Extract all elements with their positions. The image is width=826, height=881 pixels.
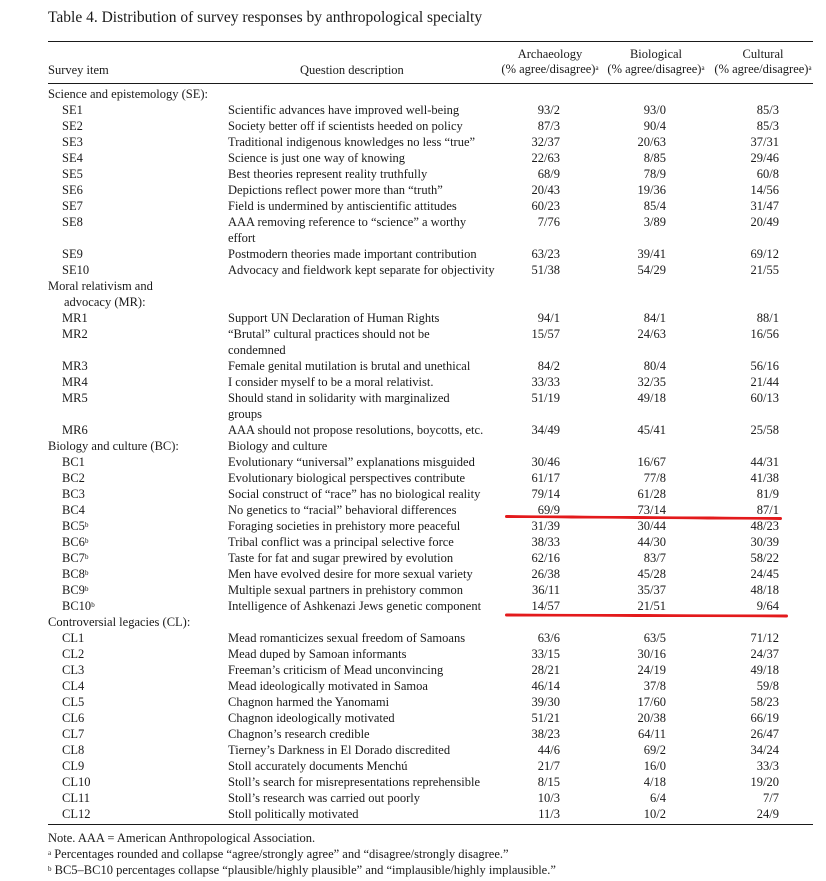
table-title: Table 4. Distribution of survey responses by anthropological specialty — [48, 9, 483, 26]
biological-value: 17/60 — [637, 695, 666, 709]
cultural-value: 85/3 — [756, 103, 779, 117]
biological-value: 93/0 — [643, 103, 666, 117]
header-biological — [606, 47, 706, 77]
table-row — [0, 646, 826, 662]
table-row — [0, 806, 826, 822]
survey-item-id: CL2 — [62, 647, 85, 661]
biological-value: 80/4 — [643, 359, 666, 373]
archaeology-value: 44/6 — [537, 743, 560, 757]
biological-value: 69/2 — [643, 743, 666, 757]
cultural-value: 48/18 — [750, 583, 779, 597]
archaeology-value: 11/3 — [538, 807, 560, 821]
table-row — [0, 214, 826, 230]
table-row-continuation — [0, 342, 826, 358]
cultural-value: 30/39 — [750, 535, 779, 549]
header-archaeology-name: Archaeology — [517, 47, 583, 61]
footnote-b: $^b$ BC5–BC10 percentages collapse “plausible/highly plausible” and “implausible/highly implausible.” — [48, 863, 556, 877]
survey-item-id: MR4 — [62, 375, 88, 389]
section-header-row — [0, 278, 826, 294]
biological-value: 20/38 — [637, 711, 666, 725]
biological-value: 20/63 — [637, 135, 666, 149]
archaeology-value: 14/57 — [531, 599, 560, 613]
archaeology-value: 51/38 — [531, 263, 560, 277]
question-description: Chagnon ideologically motivated — [228, 711, 395, 725]
table-row — [0, 726, 826, 742]
table-row — [0, 374, 826, 390]
table-row — [0, 310, 826, 326]
footnote-mark: a — [701, 64, 705, 72]
question-description: Intelligence of Ashkenazi Jews genetic component — [228, 599, 482, 613]
table-row — [0, 262, 826, 278]
cultural-value: 66/19 — [750, 711, 779, 725]
survey-item-id: MR2 — [62, 327, 88, 341]
header-biological-name: Biological — [629, 47, 683, 61]
cultural-value: 87/1 — [756, 503, 779, 517]
table-row — [0, 198, 826, 214]
table-row — [0, 534, 826, 550]
footnote-mark: b — [84, 553, 89, 561]
biological-value: 6/4 — [650, 791, 666, 805]
survey-item-id: MR3 — [62, 359, 88, 373]
survey-item-id: SE6 — [62, 183, 83, 197]
archaeology-value: 79/14 — [531, 487, 560, 501]
biological-value: 24/63 — [637, 327, 666, 341]
cultural-value: 71/12 — [750, 631, 779, 645]
survey-item-id: SE3 — [62, 135, 83, 149]
survey-item-id: CL5 — [62, 695, 85, 709]
survey-item-id: MR6 — [62, 423, 88, 437]
archaeology-value: 21/7 — [537, 759, 560, 773]
archaeology-value: 22/63 — [531, 151, 560, 165]
survey-item-id: CL9 — [62, 759, 85, 773]
cultural-value: 9/64 — [756, 599, 779, 613]
archaeology-value: 51/21 — [531, 711, 560, 725]
biological-value: 4/18 — [643, 775, 666, 789]
cultural-value: 44/31 — [750, 455, 779, 469]
biological-value: 54/29 — [637, 263, 666, 277]
biological-value: 49/18 — [637, 391, 666, 405]
section-header-row — [0, 294, 826, 310]
survey-item-id: BC4 — [62, 503, 85, 517]
question-description: Stoll’s research was carried out poorly — [228, 791, 420, 805]
survey-item-id: BC10$^b$ — [62, 599, 95, 613]
header-biological-unit: (% agree/disagree)$^a$ — [607, 62, 705, 76]
biological-value: 8/85 — [643, 151, 666, 165]
cultural-value: 7/7 — [763, 791, 779, 805]
biological-value: 21/51 — [637, 599, 666, 613]
biological-value: 37/8 — [643, 679, 666, 693]
question-description: Science is just one way of knowing — [228, 151, 406, 165]
cultural-value: 37/31 — [750, 135, 779, 149]
question-description: No genetics to “racial” behavioral differences — [228, 503, 457, 517]
survey-item-id: BC1 — [62, 455, 85, 469]
biological-value: 45/28 — [637, 567, 666, 581]
archaeology-value: 51/19 — [531, 391, 560, 405]
question-description: Female genital mutilation is brutal and unethical — [228, 359, 471, 373]
table-row — [0, 582, 826, 598]
question-description: groups — [228, 407, 263, 421]
survey-item-id: CL1 — [62, 631, 85, 645]
question-description: Field is undermined by antiscientific attitudes — [228, 199, 457, 213]
archaeology-value: 38/33 — [531, 535, 560, 549]
table-row — [0, 486, 826, 502]
survey-item-id: SE5 — [62, 167, 83, 181]
footnote-mark: a — [595, 64, 599, 72]
archaeology-value: 10/3 — [537, 791, 560, 805]
footnote-mark: b — [91, 601, 95, 609]
footnote-mark: b — [84, 521, 89, 529]
table-row — [0, 166, 826, 182]
archaeology-value: 46/14 — [531, 679, 560, 693]
survey-item-id: CL8 — [62, 743, 85, 757]
biological-value: 44/30 — [637, 535, 666, 549]
cultural-value: 29/46 — [750, 151, 779, 165]
header-question-description: Question description — [300, 63, 404, 77]
survey-item-id: BC8$^b$ — [62, 567, 89, 581]
question-description: Stoll accurately documents Menchú — [228, 759, 408, 773]
biological-value: 30/16 — [637, 647, 666, 661]
question-description: condemned — [228, 343, 286, 357]
table-row — [0, 774, 826, 790]
survey-item-id: BC6$^b$ — [62, 535, 89, 549]
table-row — [0, 246, 826, 262]
archaeology-value: 26/38 — [531, 567, 560, 581]
biological-value: 64/11 — [637, 727, 666, 741]
question-description: Advocacy and fieldwork kept separate for objectivity — [228, 263, 495, 277]
header-survey-item: Survey item — [48, 63, 109, 77]
biological-value: 10/2 — [643, 807, 666, 821]
table-row — [0, 150, 826, 166]
question-description: Social construct of “race” has no biological reality — [228, 487, 481, 501]
cultural-value: 20/49 — [750, 215, 779, 229]
cultural-value: 14/56 — [750, 183, 779, 197]
biological-value: 16/67 — [637, 455, 666, 469]
archaeology-value: 38/23 — [531, 727, 560, 741]
question-description: “Brutal” cultural practices should not be — [228, 327, 430, 341]
section-label: Biology and culture (BC): — [48, 439, 179, 453]
archaeology-value: 63/23 — [531, 247, 560, 261]
archaeology-value: 62/16 — [531, 551, 560, 565]
archaeology-value: 15/57 — [531, 327, 560, 341]
question-description: Tribal conflict was a principal selective force — [228, 535, 454, 549]
archaeology-value: 94/1 — [537, 311, 560, 325]
section-header-row — [0, 86, 826, 102]
section-label: Science and epistemology (SE): — [48, 87, 209, 101]
survey-item-id: CL10 — [62, 775, 91, 789]
table-row — [0, 566, 826, 582]
cultural-value: 33/3 — [756, 759, 779, 773]
biological-value: 73/14 — [637, 503, 666, 517]
archaeology-value: 8/15 — [537, 775, 560, 789]
biological-value: 83/7 — [643, 551, 666, 565]
archaeology-value: 30/46 — [531, 455, 560, 469]
cultural-value: 24/45 — [750, 567, 779, 581]
archaeology-value: 68/9 — [537, 167, 560, 181]
cultural-value: 31/47 — [750, 199, 779, 213]
archaeology-value: 33/33 — [531, 375, 560, 389]
table-row — [0, 470, 826, 486]
table-row — [0, 118, 826, 134]
archaeology-value: 32/37 — [531, 135, 560, 149]
footnote-a: $^a$ Percentages rounded and collapse “agree/strongly agree” and “disagree/strongly disagree.” — [48, 847, 509, 861]
biological-value: 30/44 — [637, 519, 666, 533]
survey-item-id: CL6 — [62, 711, 85, 725]
archaeology-value: 63/6 — [537, 631, 560, 645]
biological-value: 78/9 — [643, 167, 666, 181]
biological-value: 84/1 — [643, 311, 666, 325]
question-description: Best theories represent reality truthfully — [228, 167, 428, 181]
table-row — [0, 742, 826, 758]
survey-item-id: CL4 — [62, 679, 85, 693]
footnote-mark: b — [84, 585, 89, 593]
survey-item-id: SE4 — [62, 151, 83, 165]
header-archaeology — [500, 47, 600, 77]
table-row — [0, 694, 826, 710]
biological-value: 63/5 — [643, 631, 666, 645]
survey-item-id: CL3 — [62, 663, 85, 677]
note-abbreviation: Note. AAA = American Anthropological Association. — [48, 831, 316, 845]
survey-item-id: MR5 — [62, 391, 88, 405]
table-row — [0, 678, 826, 694]
table-row — [0, 182, 826, 198]
section-header-row — [0, 438, 826, 454]
question-description: Society better off if scientists heeded on policy — [228, 119, 463, 133]
question-description: Stoll politically motivated — [228, 807, 359, 821]
survey-item-id: SE1 — [62, 103, 83, 117]
question-description: Stoll’s search for misrepresentations reprehensible — [228, 775, 481, 789]
cultural-value: 58/23 — [750, 695, 779, 709]
biological-value: 61/28 — [637, 487, 666, 501]
survey-item-id: SE10 — [62, 263, 90, 277]
question-description: AAA should not propose resolutions, boycotts, etc. — [228, 423, 484, 437]
question-description: Traditional indigenous knowledges no less “true” — [228, 135, 476, 149]
cultural-value: 59/8 — [756, 679, 779, 693]
cultural-value: 60/13 — [750, 391, 779, 405]
archaeology-value: 84/2 — [537, 359, 560, 373]
cultural-value: 49/18 — [750, 663, 779, 677]
question-description: Tierney’s Darkness in El Dorado discredited — [228, 743, 451, 757]
question-description: Support UN Declaration of Human Rights — [228, 311, 440, 325]
survey-item-id: SE7 — [62, 199, 83, 213]
table-row — [0, 662, 826, 678]
survey-item-id: MR1 — [62, 311, 88, 325]
cultural-value: 19/20 — [750, 775, 779, 789]
section-label: advocacy (MR): — [64, 295, 146, 309]
biological-value: 19/36 — [637, 183, 666, 197]
table-row-continuation — [0, 406, 826, 422]
survey-item-id: SE2 — [62, 119, 83, 133]
question-description: Taste for fat and sugar prewired by evolution — [228, 551, 454, 565]
biological-value: 77/8 — [643, 471, 666, 485]
archaeology-value: 28/21 — [531, 663, 560, 677]
table-row — [0, 454, 826, 470]
survey-item-id: CL12 — [62, 807, 91, 821]
question-description: Evolutionary “universal” explanations misguided — [228, 455, 475, 469]
cultural-value: 21/55 — [750, 263, 779, 277]
cultural-value: 81/9 — [756, 487, 779, 501]
biological-value: 16/0 — [643, 759, 666, 773]
archaeology-value: 61/17 — [531, 471, 560, 485]
question-description: Men have evolved desire for more sexual variety — [228, 567, 473, 581]
header-archaeology-unit: (% agree/disagree)$^a$ — [501, 62, 599, 76]
question-description: Mead duped by Samoan informants — [228, 647, 407, 661]
table-row — [0, 598, 826, 614]
question-description: Biology and culture — [228, 439, 328, 453]
archaeology-value: 34/49 — [531, 423, 560, 437]
cultural-value: 60/8 — [756, 167, 779, 181]
table-row — [0, 518, 826, 534]
top-rule — [48, 41, 813, 42]
question-description: Foraging societies in prehistory more peaceful — [228, 519, 461, 533]
cultural-value: 58/22 — [750, 551, 779, 565]
table-row — [0, 758, 826, 774]
bottom-rule — [48, 824, 813, 825]
question-description: Should stand in solidarity with marginalized — [228, 391, 450, 405]
question-description: Evolutionary biological perspectives contribute — [228, 471, 466, 485]
archaeology-value: 93/2 — [537, 103, 560, 117]
question-description: I consider myself to be a moral relativist. — [228, 375, 434, 389]
question-description: Freeman’s criticism of Mead unconvincing — [228, 663, 444, 677]
cultural-value: 88/1 — [756, 311, 779, 325]
header-cultural-unit: (% agree/disagree)$^a$ — [714, 62, 812, 76]
header-cultural-name: Cultural — [742, 47, 784, 61]
header-rule — [48, 83, 813, 84]
table-row-continuation — [0, 230, 826, 246]
table-row — [0, 550, 826, 566]
table-row — [0, 358, 826, 374]
cultural-value: 24/9 — [756, 807, 779, 821]
cultural-value: 48/23 — [750, 519, 779, 533]
footnote-mark: b — [84, 537, 89, 545]
archaeology-value: 87/3 — [537, 119, 560, 133]
archaeology-value: 7/76 — [537, 215, 560, 229]
cultural-value: 34/24 — [750, 743, 779, 757]
table-row — [0, 326, 826, 342]
table-row — [0, 422, 826, 438]
cultural-value: 24/37 — [750, 647, 779, 661]
question-description: Multiple sexual partners in prehistory common — [228, 583, 464, 597]
survey-item-id: BC3 — [62, 487, 85, 501]
cultural-value: 25/58 — [750, 423, 779, 437]
cultural-value: 56/16 — [750, 359, 779, 373]
biological-value: 85/4 — [643, 199, 666, 213]
survey-item-id: BC9$^b$ — [62, 583, 89, 597]
question-description: Depictions reflect power more than “truth” — [228, 183, 443, 197]
table-row — [0, 134, 826, 150]
section-label: Controversial legacies (CL): — [48, 615, 191, 629]
biological-value: 39/41 — [637, 247, 666, 261]
archaeology-value: 39/30 — [531, 695, 560, 709]
biological-value: 45/41 — [637, 423, 666, 437]
cultural-value: 16/56 — [750, 327, 779, 341]
biological-value: 90/4 — [643, 119, 666, 133]
table-row — [0, 630, 826, 646]
section-label: Moral relativism and — [48, 279, 153, 293]
question-description: Chagnon harmed the Yanomami — [228, 695, 390, 709]
cultural-value: 41/38 — [750, 471, 779, 485]
survey-item-id: SE8 — [62, 215, 83, 229]
table-row — [0, 390, 826, 406]
footnote-mark: b — [84, 569, 89, 577]
archaeology-value: 33/15 — [531, 647, 560, 661]
survey-item-id: BC5$^b$ — [62, 519, 89, 533]
footnote-mark: a — [808, 64, 812, 72]
biological-value: 3/89 — [643, 215, 666, 229]
archaeology-value: 36/11 — [531, 583, 560, 597]
survey-item-id: CL7 — [62, 727, 85, 741]
biological-value: 24/19 — [637, 663, 666, 677]
cultural-value: 85/3 — [756, 119, 779, 133]
biological-value: 35/37 — [637, 583, 666, 597]
archaeology-value: 69/9 — [537, 503, 560, 517]
header-cultural — [713, 47, 813, 77]
question-description: Chagnon’s research credible — [228, 727, 370, 741]
table-row — [0, 790, 826, 806]
question-description: effort — [228, 231, 256, 245]
survey-item-id: BC7$^b$ — [62, 551, 89, 565]
biological-value: 32/35 — [637, 375, 666, 389]
question-description: Scientific advances have improved well-being — [228, 103, 460, 117]
cultural-value: 21/44 — [750, 375, 779, 389]
survey-item-id: BC2 — [62, 471, 85, 485]
question-description: Mead ideologically motivated in Samoa — [228, 679, 428, 693]
table-notes — [48, 830, 556, 878]
question-description: Postmodern theories made important contribution — [228, 247, 477, 261]
survey-item-id: SE9 — [62, 247, 83, 261]
table-row — [0, 710, 826, 726]
archaeology-value: 31/39 — [531, 519, 560, 533]
cultural-value: 26/47 — [750, 727, 779, 741]
archaeology-value: 20/43 — [531, 183, 560, 197]
table-row — [0, 102, 826, 118]
archaeology-value: 60/23 — [531, 199, 560, 213]
survey-item-id: CL11 — [62, 791, 91, 805]
question-description: Mead romanticizes sexual freedom of Samoans — [228, 631, 466, 645]
question-description: AAA removing reference to “science” a worthy — [228, 215, 467, 229]
cultural-value: 69/12 — [750, 247, 779, 261]
